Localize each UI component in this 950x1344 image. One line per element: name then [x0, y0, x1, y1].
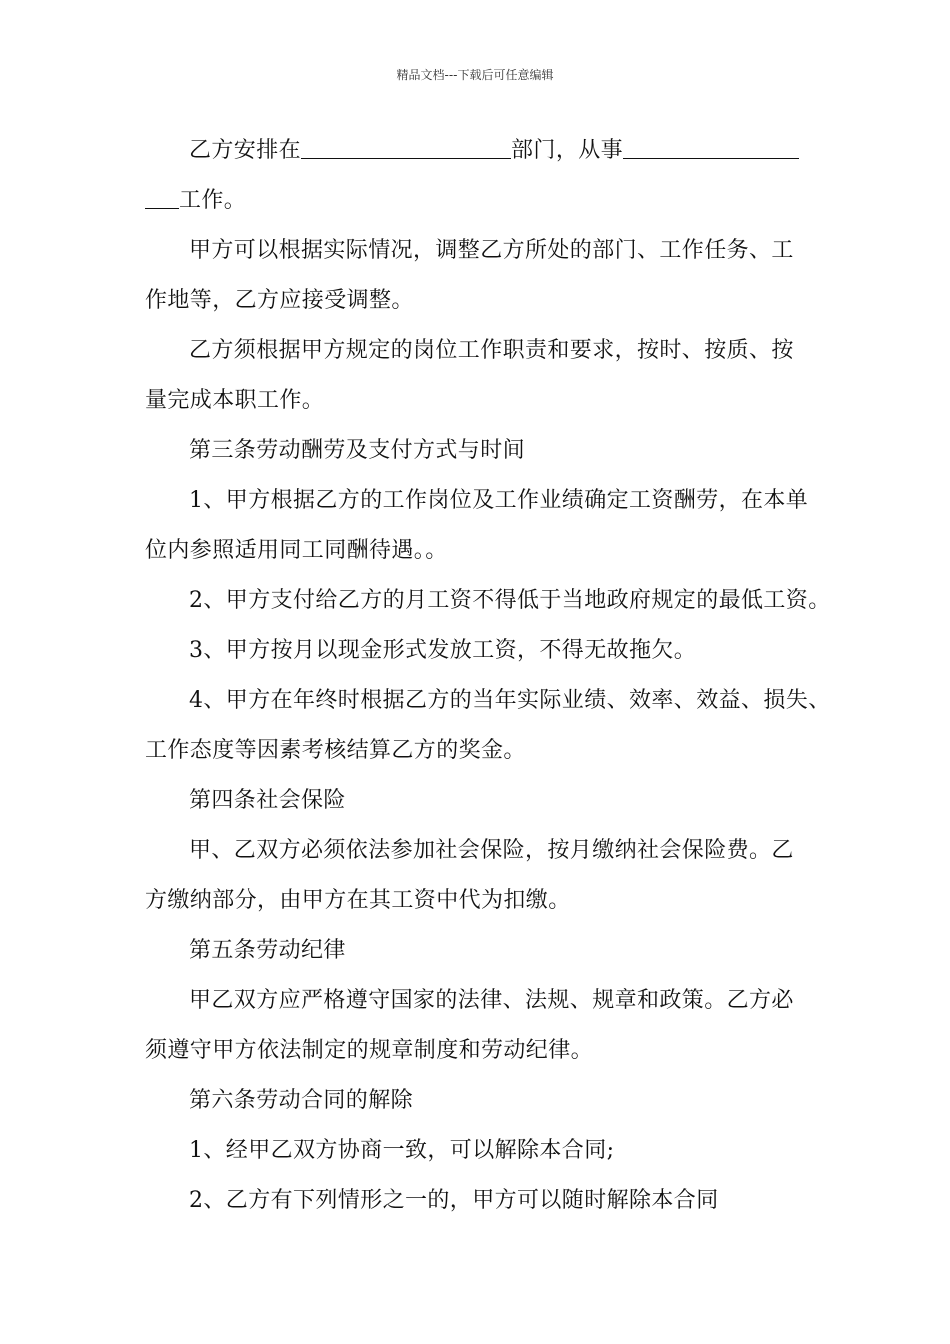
line-text: 工作。: [179, 188, 247, 213]
paragraph-line: 须遵守甲方依法制定的规章制度和劳动纪律。: [145, 1038, 594, 1063]
fill-in-blank-job: [623, 136, 799, 159]
paragraph-line: 4、甲方在年终时根据乙方的当年实际业绩、效率、效益、损失、: [189, 688, 831, 713]
paragraph-line: 乙方须根据甲方规定的岗位工作职责和要求，按时、按质、按: [189, 338, 794, 363]
paragraph-line: [145, 186, 246, 216]
page-header: 精品文档---下载后可任意编辑: [396, 68, 554, 82]
section-heading: 第六条劳动合同的解除: [189, 1088, 414, 1113]
paragraph-line: 工作态度等因素考核结算乙方的奖金。: [145, 738, 526, 763]
line-text: 乙方安排在: [189, 138, 302, 163]
fill-in-blank-job-cont: [145, 186, 179, 209]
paragraph-line: 2、乙方有下列情形之一的，甲方可以随时解除本合同: [189, 1188, 719, 1213]
paragraph-line: 甲、乙双方必须依法参加社会保险，按月缴纳社会保险费。乙: [189, 838, 794, 863]
section-heading: 第三条劳动酬劳及支付方式与时间: [189, 438, 526, 463]
paragraph-line: 量完成本职工作。: [145, 388, 325, 413]
paragraph-line: 方缴纳部分，由甲方在其工资中代为扣缴。: [145, 888, 571, 913]
section-heading: 第五条劳动纪律: [189, 938, 346, 963]
paragraph-line: 1、甲方根据乙方的工作岗位及工作业绩确定工资酬劳，在本单: [189, 488, 809, 513]
paragraph-line: 位内参照适用同工同酬待遇。。: [145, 538, 448, 563]
section-heading: 第四条社会保险: [189, 788, 346, 813]
paragraph-line: 甲乙双方应严格遵守国家的法律、法规、规章和政策。乙方必: [189, 988, 794, 1013]
paragraph-line: 3、甲方按月以现金形式发放工资，不得无故拖欠。: [189, 638, 697, 663]
paragraph-line: 2、甲方支付给乙方的月工资不得低于当地政府规定的最低工资。: [189, 588, 831, 613]
paragraph-line: 甲方可以根据实际情况，调整乙方所处的部门、工作任务、工: [189, 238, 794, 263]
paragraph-line: [189, 136, 799, 166]
paragraph-line: 作地等，乙方应接受调整。: [145, 288, 414, 313]
fill-in-blank-department: [301, 136, 511, 159]
line-text: 部门，从事: [511, 138, 624, 163]
paragraph-line: 1、经甲乙双方协商一致，可以解除本合同;: [189, 1138, 615, 1163]
